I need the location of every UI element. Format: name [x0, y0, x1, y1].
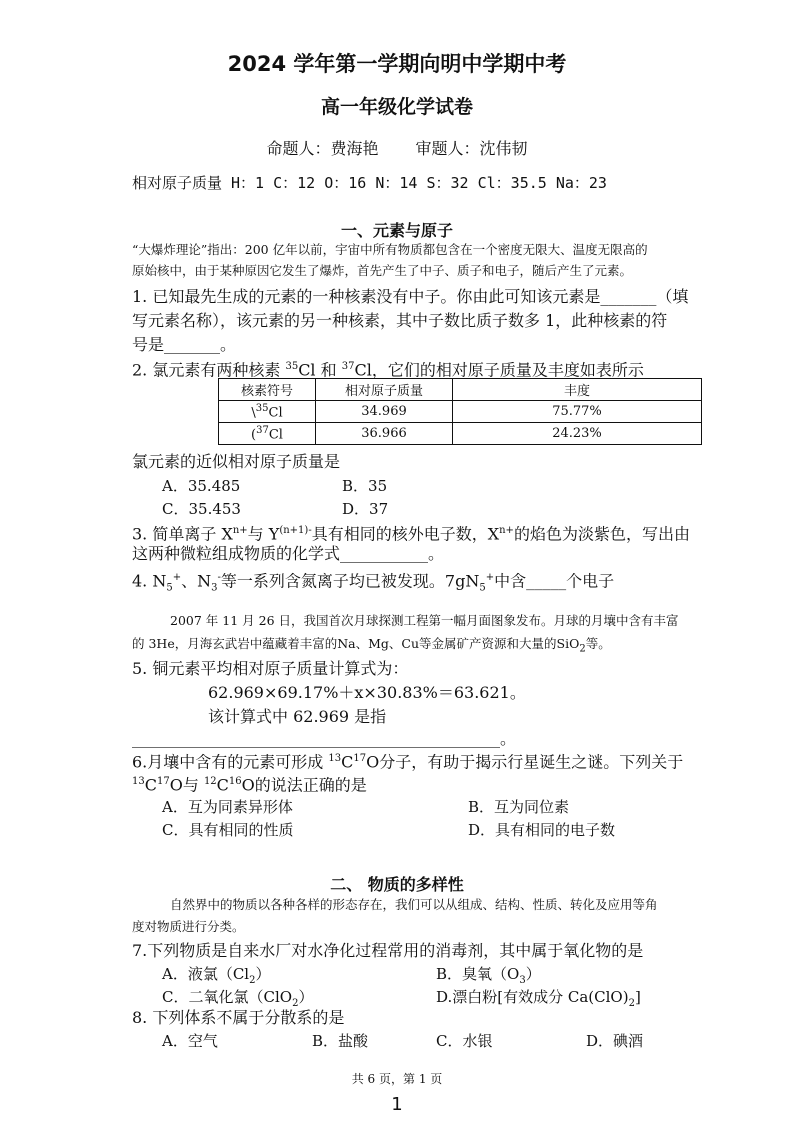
table-cell: \$^{35}$Cl: [219, 401, 316, 423]
table-cell: ($^{37}$Cl: [219, 423, 316, 445]
q8-option-b: B．盐酸: [312, 1032, 369, 1050]
q6-option-d: D．具有相同的电子数: [468, 821, 616, 839]
q5-line3: 该计算式中 62.969 是指: [208, 707, 387, 726]
table-row: [219, 401, 702, 423]
reviewer: 审题人：沈伟韧: [415, 139, 528, 158]
q8-option-a: A．空气: [162, 1032, 218, 1050]
q5-line2: 62.969×69.17%＋x×30.83%＝63.621。: [208, 683, 526, 702]
q2-ask: 氯元素的近似相对原子质量是: [132, 452, 341, 471]
q5-line1: 5. 铜元素平均相对原子质量计算式为：: [132, 659, 409, 678]
table-header: 核素符号: [219, 379, 316, 401]
q7-option-a: A．液氯$(Cl_2)$: [162, 965, 271, 986]
q2-option-b: B．35: [342, 477, 388, 495]
q6-option-a: A．互为同素异形体: [162, 798, 293, 816]
exam-title: 2024 学年第一学期向明中学期中考: [227, 52, 567, 76]
page-number: 1: [391, 1094, 403, 1115]
authors-line: [0, 136, 794, 159]
q6-option-c: C．具有相同的性质: [162, 821, 294, 839]
section-2-intro-1: 自然界中的物质以各种各样的形态存在，我们可以从组成、结构、性质、转化及应用等角: [170, 897, 658, 912]
table-cell: 24.23%: [453, 423, 702, 445]
q7-stem: 7.下列物质是自来水厂对水净化过程常用的消毒剂，其中属于氧化物的是: [132, 941, 644, 960]
q7-option-d: D.漂白粉[有效成分 $Ca(ClO)_2$]: [436, 988, 641, 1009]
intro-2-line1: 2007 年 11 月 26 日，我国首次月球探测工程第一幅月面图象发布。月球的月壤中含有丰富: [170, 613, 679, 628]
q6-line1: 6.月壤中含有的元素可形成 $^{13}C^{17}O$分子，有助于揭示行星诞生之谜。下列关于: [132, 752, 684, 772]
table-row: [219, 423, 702, 445]
q2-option-d: D．37: [342, 500, 389, 518]
section-1-title: 一、元素与原子: [340, 221, 453, 240]
q8-stem: 8. 下列体系不属于分散系的是: [132, 1008, 345, 1027]
chlorine-isotope-table: [218, 378, 702, 445]
q2-stem: 2. 氯元素有两种核素 $^{35}$Cl 和 $^{37}$Cl，它们的相对原子质量及丰度如表所示: [132, 360, 644, 380]
page-count: 共 6 页，第 1 页: [351, 1072, 443, 1086]
q1-line1: 1. 已知最先生成的元素的一种核素没有中子。你由此可知该元素是_______（填: [132, 287, 689, 306]
table-cell: 36.966: [316, 423, 453, 445]
q6-line2: $^{13}C^{17}O$与 $^{12}C^{16}O$的说法正确的是: [132, 775, 367, 795]
q8-option-c: C．水银: [436, 1032, 493, 1050]
intro-2-line2: 的 3He，月海玄武岩中蕴藏着丰富的Na、Mg、Cu等金属矿产资源和大量的SiO$_2$等。: [132, 636, 611, 655]
table-cell: 34.969: [316, 401, 453, 423]
q2-option-c: C．35.453: [162, 500, 241, 518]
section-1-intro-2: 原始核中，由于某种原因它发生了爆炸，首先产生了中子、质子和电子，随后产生了元素。: [132, 263, 633, 278]
setter: 命题人：费海艳: [266, 139, 379, 158]
q1-line3: 号是_______。: [132, 335, 237, 354]
q3-line2: 这两种微粒组成物质的化学式___________。: [132, 544, 445, 563]
table-header: 相对原子质量: [316, 379, 453, 401]
q3-line1: 3. 简单离子 $X^{n+}$与 $Y^{(n+1)-}$具有相同的核外电子数，$X^{n+}$的焰色为淡紫色，写出由: [132, 524, 690, 544]
table-header: 丰度: [453, 379, 702, 401]
q7-option-c: C．二氧化氯（ClO$_2$）: [162, 988, 314, 1009]
q5-blank: ______________________________________________。: [132, 729, 517, 748]
section-2-intro-2: 度对物质进行分类。: [132, 919, 245, 934]
q2-option-a: A．35.485: [162, 477, 241, 495]
section-2-title: 二、 物质的多样性: [330, 875, 464, 894]
table-cell: 75.77%: [453, 401, 702, 423]
q1-line2: 写元素名称），该元素的另一种核素，其中子数比质子数多 1，此种核素的符: [132, 311, 668, 330]
q4: 4. $N_5^+$、$N_3^-$等一系列含氮离子均已被发现。$7gN_5^+$中含_____个电子: [132, 571, 615, 594]
q6-option-b: B．互为同位素: [468, 798, 570, 816]
q7-option-b: B．臭氧$(O_3)$: [436, 965, 541, 986]
exam-subtitle: 高一年级化学试卷: [320, 96, 473, 118]
q8-option-d: D．碘酒: [586, 1032, 644, 1050]
section-1-intro-1: “大爆炸理论”指出：200 亿年以前，宇宙中所有物质都包含在一个密度无限大、温度无限高的: [132, 242, 648, 257]
atomic-masses: 相对原子质量 H：1 C：12 O：16 N：14 S：32 Cl：35.5 Na：23: [132, 174, 607, 192]
